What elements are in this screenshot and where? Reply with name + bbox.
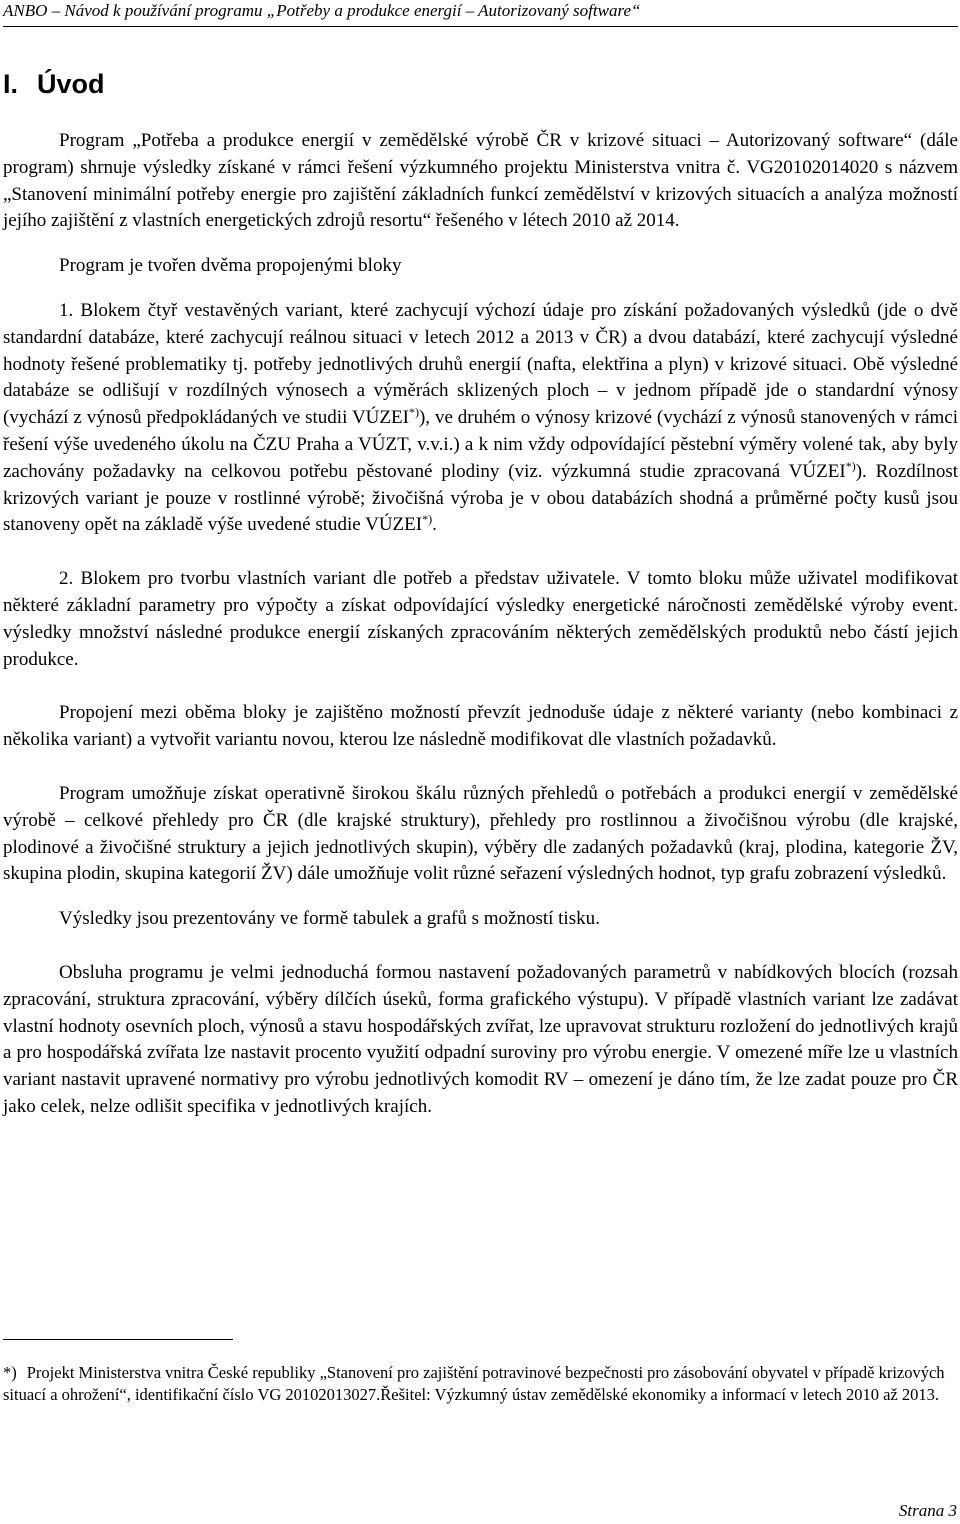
paragraph-blocks-lead: Program je tvořen dvěma propojenými bloky — [59, 255, 402, 277]
paragraph-block-1-part-b: ), ve druhém o výnosy krizové (vychází z výnosů stanovených v rámci řešení výše uvedeného úkolu na ČZU Praha a VÚZT, v.v.i.) a k nim vždy odpovídající pěstební výměry volené tak, aby byly zachovány požadavky na celkovou potřebu pěstované plodiny (viz. výzkumná studie zpracovaná VÚZEI — [3, 407, 958, 482]
paragraph-intro: Program „Potřeba a produkce energií v zemědělské výrobě ČR v krizové situaci – Autorizovaný software“ (dále program) shrnuje výsledky získané v rámci řešení výzkumného projektu Ministerstva vnitra č. VG20102014020 s názvem „Stanovení minimální potřeby energie pro zajištění základních funkcí zemědělství v krizových situacích a analýza možností jejího zajištění z vlastních energetických zdrojů resortu“ řešeného v létech 2010 až 2014. — [3, 130, 958, 232]
footnote-ref: *) — [408, 405, 419, 420]
footnote-ref: *) — [422, 512, 433, 527]
paragraph-block-1-part-d: . — [432, 514, 437, 536]
page-number: Strana 3 — [898, 1501, 957, 1520]
footnote-mark: *) — [3, 1363, 17, 1382]
paragraph-block-1-part-c: ). Rozdílnost krizových variant je pouze v rostlinné výrobě; živočišná výroba je v obou databázích shodná a průměrné počty kusů jsou stanoveny opět na základě výše uvedené studie VÚZEI — [3, 460, 958, 536]
footnote — [3, 1362, 958, 1406]
paragraph-operation: Obsluha programu je velmi jednoduchá formou nastavení požadovaných parametrů v nabídkových blocích (rozsah zpracování, struktura zpracování, výběry dílčích úseků, forma grafického výstupu). V případě vlastních variant lze zadávat vlastní hodnoty osevních ploch, výnosů a stavu hospodářských zvířat, lze upravovat strukturu rozložení do jednotlivých krajů a pro hospodářská zvířata lze nastavit procento využití odpadní suroviny pro výrobu energie. V omezené míře lze u vlastních variant nastavit upravené normativy pro výrobu jednotlivých komodit RV – omezení je dáno tím, že lze zadat pouze pro ČR jako celek, nelze odlišit specifika v jednotlivých krajích. — [3, 961, 958, 1117]
paragraph-block-1-part-a: 1. Blokem čtyř vestavěných variant, které zachycují výchozí údaje pro získání požadovaných výsledků (jde o dvě standardní databáze, které zachycují reálnou situaci v letech 2012 a 2013 v ČR) a dvou databází, které zachycují výsledné hodnoty řešené problematiky tj. potřeby jednotlivých druhů energií (nafta, elektřina a plyn) v krizové situaci. Obě výsledné databáze se odlišují v rozdílných výnosech a výměrách sklizených ploch – v jednom případě jde o standardní výnosy (vychází z výnosů předpokládaných ve studii VÚZEI — [3, 299, 958, 429]
footnote-separator — [3, 1339, 233, 1340]
paragraph-connection: Propojení mezi oběma bloky je zajištěno možností převzít jednoduše údaje z některé varianty (nebo kombinaci z několika variant) a vytvořit variantu novou, kterou lze následně modifikovat dle vlastních požadavků. — [3, 702, 958, 751]
paragraph-results: Výsledky jsou prezentovány ve formě tabulek a grafů s možností tisku. — [59, 908, 600, 930]
section-title: Úvod — [37, 69, 105, 99]
paragraph-overviews: Program umožňuje získat operativně širokou škálu různých přehledů o potřebách a produkci energií v zemědělské výrobě – celkové přehledy pro ČR (dle krajské struktury), přehledy pro rostlinnou a živočišnou výrobu (dle krajské, plodinové a živočišné struktury a jejich jednotlivých skupin), výběry dle zadaných požadavků (kraj, plodina, kategorie ŽV, skupina plodin, skupina kategorií ŽV) dále umožňuje volit různé seřazení výsledných hodnot, typ grafu zobrazení výsledků. — [3, 782, 958, 885]
running-header: ANBO – Návod k používání programu „Potřeby a produkce energií – Autorizovaný software“ — [3, 0, 958, 27]
section-number: I. — [3, 69, 19, 99]
paragraph-block-1 — [3, 298, 958, 539]
footnote-text: Projekt Ministerstva vnitra České republiky „Stanovení pro zajištění potravinové bezpečnosti pro zásobování obyvatel v případě krizových situací a ohrožení“, identifikační číslo VG 20102013027.Řešitel: Výzkumný ústav zemědělské ekonomiky a informací v letech 2010 až 2013. — [3, 1363, 945, 1404]
paragraph-block-2: 2. Blokem pro tvorbu vlastních variant dle potřeb a představ uživatele. V tomto bloku může uživatel modifikovat některé základní parametry pro výpočty a získat odpovídající výsledky energetické náročnosti zemědělské výroby event. výsledky množství následné produkce energií získaných zpracováním některých zemědělských produktů nebo částí jejich produkce. — [3, 568, 958, 670]
section-heading — [3, 66, 105, 102]
body-text — [3, 128, 958, 1121]
footnote-ref: *) — [845, 458, 856, 473]
